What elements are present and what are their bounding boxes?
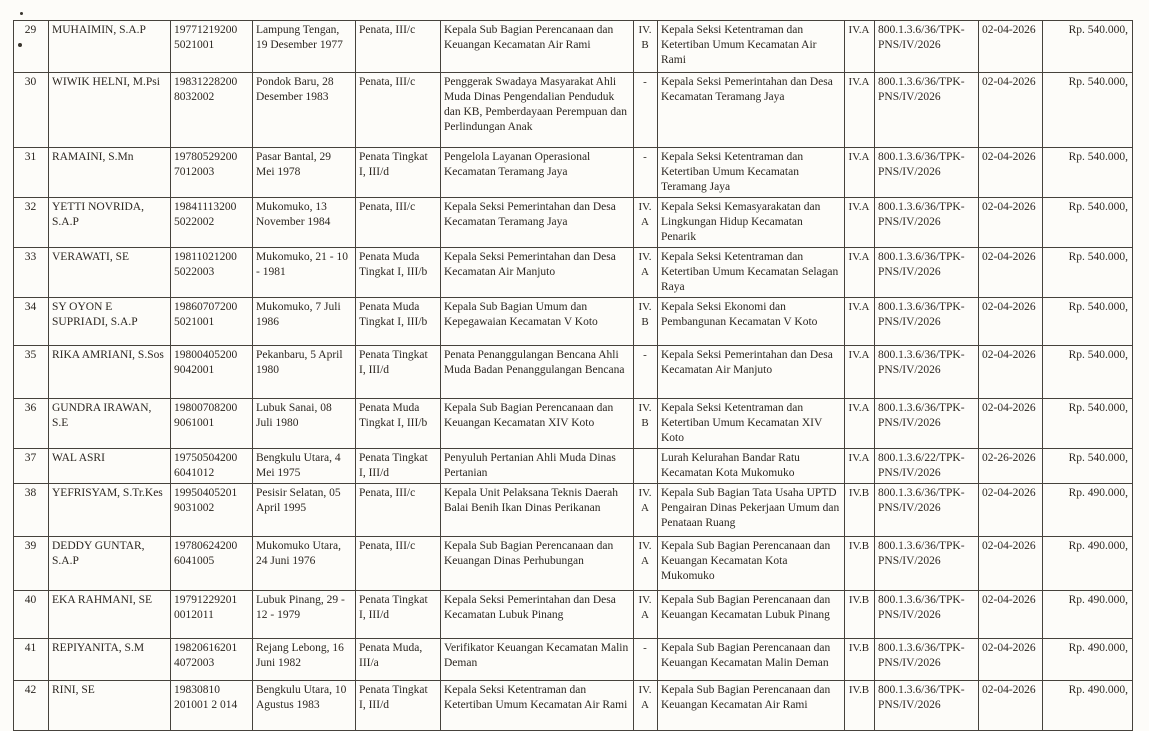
cell-old-position: Penyuluh Pertanian Ahli Muda Dinas Pertanian	[441, 449, 634, 484]
cell-name: RIKA AMRIANI, S.Sos	[49, 346, 171, 399]
cell-birth-place-date: Lubuk Sanai, 08 Juli 1980	[253, 399, 356, 449]
cell-name: GUNDRA IRAWAN, S.E	[49, 399, 171, 449]
cell-birth-place-date: Mukomuko, 21 - 10 - 1981	[253, 248, 356, 298]
cell-allowance: Rp. 490.000,	[1043, 639, 1133, 681]
cell-decree-number: 800.1.3.6/36/TPK-PNS/IV/2026	[875, 399, 979, 449]
cell-birth-place-date: Bengkulu Utara, 4 Mei 1975	[253, 449, 356, 484]
scan-speck	[20, 12, 23, 15]
cell-allowance: Rp. 490.000,	[1043, 537, 1133, 591]
cell-new-position: Kepala Sub Bagian Perencanaan dan Keuangan Kecamatan Malin Deman	[658, 639, 845, 681]
cell-birth-place-date: Mukomuko, 13 November 1984	[253, 198, 356, 248]
cell-new-eselon: IV.B	[845, 681, 875, 731]
cell-new-eselon: IV.A	[845, 198, 875, 248]
cell-old-position: Kepala Sub Bagian Perencanaan dan Keuangan Kecamatan XIV Koto	[441, 399, 634, 449]
cell-old-position: Penggerak Swadaya Masyarakat Ahli Muda Dinas Pengendalian Penduduk dan KB, Pemberdayaan Perempuan dan Perlindungan Anak	[441, 73, 634, 148]
cell-allowance: Rp. 540.000,	[1043, 298, 1133, 346]
cell-new-eselon: IV.B	[845, 537, 875, 591]
cell-old-eselon: IV.A	[634, 248, 658, 298]
cell-birth-place-date: Pesisir Selatan, 05 April 1995	[253, 484, 356, 537]
cell-name: SY OYON E SUPRIADI, S.A.P	[49, 298, 171, 346]
cell-old-position: Kepala Seksi Pemerintahan dan Desa Kecamatan Lubuk Pinang	[441, 591, 634, 639]
cell-nip: 19830810 201001 2 014	[171, 681, 253, 731]
cell-name: RINI, SE	[49, 681, 171, 731]
cell-new-position: Kepala Sub Bagian Perencanaan dan Keuangan Kecamatan Air Rami	[658, 681, 845, 731]
cell-name: YETTI NOVRIDA, S.A.P	[49, 198, 171, 248]
table-body	[14, 21, 1133, 731]
cell-old-position: Kepala Sub Bagian Perencanaan dan Keuangan Dinas Perhubungan	[441, 537, 634, 591]
cell-old-position: Kepala Seksi Ketentraman dan Ketertiban Umum Kecamatan Air Rami	[441, 681, 634, 731]
cell-row-number: 29	[14, 21, 49, 73]
cell-row-number: 34	[14, 298, 49, 346]
cell-new-eselon: IV.A	[845, 449, 875, 484]
cell-nip: 19800708200 9061001	[171, 399, 253, 449]
cell-allowance: Rp. 540.000,	[1043, 346, 1133, 399]
cell-row-number: 32	[14, 198, 49, 248]
cell-rank: Penata Tingkat I, III/d	[356, 449, 441, 484]
cell-row-number: 33	[14, 248, 49, 298]
cell-decree-number: 800.1.3.6/36/TPK-PNS/IV/2026	[875, 346, 979, 399]
cell-nip: 19820616201 4072003	[171, 639, 253, 681]
cell-new-eselon: IV.A	[845, 73, 875, 148]
cell-decree-date: 02-04-2026	[979, 537, 1043, 591]
cell-allowance: Rp. 540.000,	[1043, 198, 1133, 248]
cell-nip: 19841113200 5022002	[171, 198, 253, 248]
cell-new-position: Kepala Seksi Ekonomi dan Pembangunan Kecamatan V Koto	[658, 298, 845, 346]
cell-new-eselon: IV.B	[845, 591, 875, 639]
cell-new-eselon: IV.A	[845, 298, 875, 346]
cell-name: WAL ASRI	[49, 449, 171, 484]
table-row	[14, 298, 1133, 346]
cell-old-position: Penata Penanggulangan Bencana Ahli Muda Badan Penanggulangan Bencana	[441, 346, 634, 399]
cell-new-position: Kepala Sub Bagian Tata Usaha UPTD Pengairan Dinas Pekerjaan Umum dan Penataan Ruang	[658, 484, 845, 537]
cell-birth-place-date: Pekanbaru, 5 April 1980	[253, 346, 356, 399]
cell-rank: Penata Tingkat I, III/d	[356, 346, 441, 399]
cell-decree-number: 800.1.3.6/36/TPK-PNS/IV/2026	[875, 484, 979, 537]
cell-allowance: Rp. 540.000,	[1043, 148, 1133, 198]
cell-allowance: Rp. 540.000,	[1043, 399, 1133, 449]
cell-name: YEFRISYAM, S.Tr.Kes	[49, 484, 171, 537]
cell-rank: Penata Muda Tingkat I, III/b	[356, 399, 441, 449]
table-row	[14, 346, 1133, 399]
table-row	[14, 449, 1133, 484]
cell-allowance: Rp. 490.000,	[1043, 484, 1133, 537]
cell-old-position: Kepala Seksi Pemerintahan dan Desa Kecamatan Air Manjuto	[441, 248, 634, 298]
cell-old-eselon: IV.A	[634, 484, 658, 537]
cell-decree-number: 800.1.3.6/36/TPK-PNS/IV/2026	[875, 681, 979, 731]
cell-row-number: 40	[14, 591, 49, 639]
cell-rank: Penata, III/c	[356, 484, 441, 537]
cell-decree-number: 800.1.3.6/36/TPK-PNS/IV/2026	[875, 248, 979, 298]
cell-new-position: Kepala Seksi Ketentraman dan Ketertiban Umum Kecamatan Teramang Jaya	[658, 148, 845, 198]
cell-decree-number: 800.1.3.6/22/TPK-PNS/IV/2026	[875, 449, 979, 484]
cell-new-position: Kepala Seksi Pemerintahan dan Desa Kecamatan Teramang Jaya	[658, 73, 845, 148]
cell-decree-number: 800.1.3.6/36/TPK-PNS/IV/2026	[875, 298, 979, 346]
cell-old-eselon: IV.A	[634, 198, 658, 248]
cell-old-position: Kepala Sub Bagian Umum dan Kepegawaian Kecamatan V Koto	[441, 298, 634, 346]
cell-new-position: Kepala Seksi Kemasyarakatan dan Lingkungan Hidup Kecamatan Penarik	[658, 198, 845, 248]
cell-nip: 19771219200 5021001	[171, 21, 253, 73]
cell-decree-number: 800.1.3.6/36/TPK-PNS/IV/2026	[875, 21, 979, 73]
cell-old-position: Pengelola Layanan Operasional Kecamatan Teramang Jaya	[441, 148, 634, 198]
cell-new-position: Kepala Seksi Ketentraman dan Ketertiban Umum Kecamatan Selagan Raya	[658, 248, 845, 298]
cell-nip: 19811021200 5022003	[171, 248, 253, 298]
cell-new-position: Lurah Kelurahan Bandar Ratu Kecamatan Kota Mukomuko	[658, 449, 845, 484]
cell-name: WIWIK HELNI, M.Psi	[49, 73, 171, 148]
cell-decree-date: 02-04-2026	[979, 298, 1043, 346]
cell-rank: Penata, III/c	[356, 73, 441, 148]
cell-rank: Penata Tingkat I, III/d	[356, 148, 441, 198]
cell-old-position: Kepala Sub Bagian Perencanaan dan Keuangan Kecamatan Air Rami	[441, 21, 634, 73]
cell-decree-date: 02-04-2026	[979, 198, 1043, 248]
cell-new-eselon: IV.A	[845, 21, 875, 73]
personnel-transfer-table	[13, 20, 1133, 731]
cell-allowance: Rp. 540.000,	[1043, 73, 1133, 148]
cell-nip: 19780624200 6041005	[171, 537, 253, 591]
table-row	[14, 73, 1133, 148]
cell-birth-place-date: Pondok Baru, 28 Desember 1983	[253, 73, 356, 148]
cell-decree-date: 02-04-2026	[979, 21, 1043, 73]
cell-old-eselon: IV.B	[634, 399, 658, 449]
cell-old-eselon: IV.B	[634, 298, 658, 346]
cell-decree-date: 02-04-2026	[979, 484, 1043, 537]
cell-old-eselon: IV.B	[634, 21, 658, 73]
cell-new-position: Kepala Sub Bagian Perencanaan dan Keuangan Kecamatan Lubuk Pinang	[658, 591, 845, 639]
cell-birth-place-date: Lubuk Pinang, 29 - 12 - 1979	[253, 591, 356, 639]
cell-new-eselon: IV.A	[845, 148, 875, 198]
cell-allowance: Rp. 490.000,	[1043, 681, 1133, 731]
cell-decree-number: 800.1.3.6/36/TPK-PNS/IV/2026	[875, 148, 979, 198]
cell-birth-place-date: Pasar Bantal, 29 Mei 1978	[253, 148, 356, 198]
cell-birth-place-date: Lampung Tengan, 19 Desember 1977	[253, 21, 356, 73]
cell-rank: Penata Muda, III/a	[356, 639, 441, 681]
cell-old-eselon: -	[634, 639, 658, 681]
cell-decree-date: 02-04-2026	[979, 346, 1043, 399]
cell-nip: 19780529200 7012003	[171, 148, 253, 198]
table-row	[14, 148, 1133, 198]
cell-new-position: Kepala Seksi Ketentraman dan Ketertiban Umum Kecamatan XIV Koto	[658, 399, 845, 449]
cell-row-number: 38	[14, 484, 49, 537]
table-row	[14, 21, 1133, 73]
cell-decree-date: 02-26-2026	[979, 449, 1043, 484]
cell-rank: Penata Muda Tingkat I, III/b	[356, 298, 441, 346]
cell-rank: Penata Tingkat I, III/d	[356, 591, 441, 639]
cell-row-number: 41	[14, 639, 49, 681]
cell-new-eselon: IV.A	[845, 248, 875, 298]
cell-decree-date: 02-04-2026	[979, 399, 1043, 449]
cell-new-position: Kepala Sub Bagian Perencanaan dan Keuangan Kecamatan Kota Mukomuko	[658, 537, 845, 591]
cell-allowance: Rp. 540.000,	[1043, 449, 1133, 484]
cell-birth-place-date: Rejang Lebong, 16 Juni 1982	[253, 639, 356, 681]
cell-old-eselon: -	[634, 346, 658, 399]
table-row	[14, 681, 1133, 731]
cell-name: REPIYANITA, S.M	[49, 639, 171, 681]
cell-decree-number: 800.1.3.6/36/TPK-PNS/IV/2026	[875, 639, 979, 681]
cell-row-number: 30	[14, 73, 49, 148]
cell-decree-date: 02-04-2026	[979, 681, 1043, 731]
cell-old-eselon: IV.A	[634, 537, 658, 591]
cell-row-number: 39	[14, 537, 49, 591]
cell-birth-place-date: Bengkulu Utara, 10 Agustus 1983	[253, 681, 356, 731]
table-row	[14, 248, 1133, 298]
cell-row-number: 42	[14, 681, 49, 731]
cell-rank: Penata, III/c	[356, 537, 441, 591]
cell-name: RAMAINI, S.Mn	[49, 148, 171, 198]
table-row	[14, 591, 1133, 639]
cell-allowance: Rp. 540.000,	[1043, 248, 1133, 298]
cell-name: VERAWATI, SE	[49, 248, 171, 298]
table-row	[14, 537, 1133, 591]
cell-old-eselon: IV.A	[634, 681, 658, 731]
cell-old-eselon: -	[634, 73, 658, 148]
cell-new-eselon: IV.B	[845, 484, 875, 537]
cell-old-position: Kepala Unit Pelaksana Teknis Daerah Balai Benih Ikan Dinas Perikanan	[441, 484, 634, 537]
cell-rank: Penata Tingkat I, III/d	[356, 681, 441, 731]
cell-old-position: Verifikator Keuangan Kecamatan Malin Deman	[441, 639, 634, 681]
cell-old-eselon	[634, 449, 658, 484]
cell-decree-number: 800.1.3.6/36/TPK-PNS/IV/2026	[875, 198, 979, 248]
table-row	[14, 484, 1133, 537]
cell-nip: 19800405200 9042001	[171, 346, 253, 399]
cell-name: EKA RAHMANI, SE	[49, 591, 171, 639]
cell-rank: Penata, III/c	[356, 198, 441, 248]
cell-new-eselon: IV.B	[845, 639, 875, 681]
cell-nip: 19950405201 9031002	[171, 484, 253, 537]
table-row	[14, 399, 1133, 449]
cell-new-eselon: IV.A	[845, 346, 875, 399]
cell-name: MUHAIMIN, S.A.P	[49, 21, 171, 73]
cell-rank: Penata, III/c	[356, 21, 441, 73]
cell-row-number: 35	[14, 346, 49, 399]
cell-decree-date: 02-04-2026	[979, 73, 1043, 148]
cell-rank: Penata Muda Tingkat I, III/b	[356, 248, 441, 298]
cell-nip: 19791229201 0012011	[171, 591, 253, 639]
cell-nip: 19750504200 6041012	[171, 449, 253, 484]
cell-new-eselon: IV.A	[845, 399, 875, 449]
table-row	[14, 639, 1133, 681]
cell-decree-number: 800.1.3.6/36/TPK-PNS/IV/2026	[875, 537, 979, 591]
cell-birth-place-date: Mukomuko, 7 Juli 1986	[253, 298, 356, 346]
cell-allowance: Rp. 540.000,	[1043, 21, 1133, 73]
cell-decree-date: 02-04-2026	[979, 248, 1043, 298]
cell-nip: 19831228200 8032002	[171, 73, 253, 148]
cell-decree-date: 02-04-2026	[979, 591, 1043, 639]
table-row	[14, 198, 1133, 248]
cell-decree-date: 02-04-2026	[979, 639, 1043, 681]
cell-decree-number: 800.1.3.6/36/TPK-PNS/IV/2026	[875, 73, 979, 148]
cell-row-number: 37	[14, 449, 49, 484]
cell-old-position: Kepala Seksi Pemerintahan dan Desa Kecamatan Teramang Jaya	[441, 198, 634, 248]
cell-row-number: 36	[14, 399, 49, 449]
cell-allowance: Rp. 490.000,	[1043, 591, 1133, 639]
cell-old-eselon: -	[634, 148, 658, 198]
cell-new-position: Kepala Seksi Ketentraman dan Ketertiban Umum Kecamatan Air Rami	[658, 21, 845, 73]
cell-nip: 19860707200 5021001	[171, 298, 253, 346]
cell-decree-date: 02-04-2026	[979, 148, 1043, 198]
cell-row-number: 31	[14, 148, 49, 198]
cell-birth-place-date: Mukomuko Utara, 24 Juni 1976	[253, 537, 356, 591]
cell-decree-number: 800.1.3.6/36/TPK-PNS/IV/2026	[875, 591, 979, 639]
cell-name: DEDDY GUNTAR, S.A.P	[49, 537, 171, 591]
cell-new-position: Kepala Seksi Pemerintahan dan Desa Kecamatan Air Manjuto	[658, 346, 845, 399]
cell-old-eselon: IV.A	[634, 591, 658, 639]
